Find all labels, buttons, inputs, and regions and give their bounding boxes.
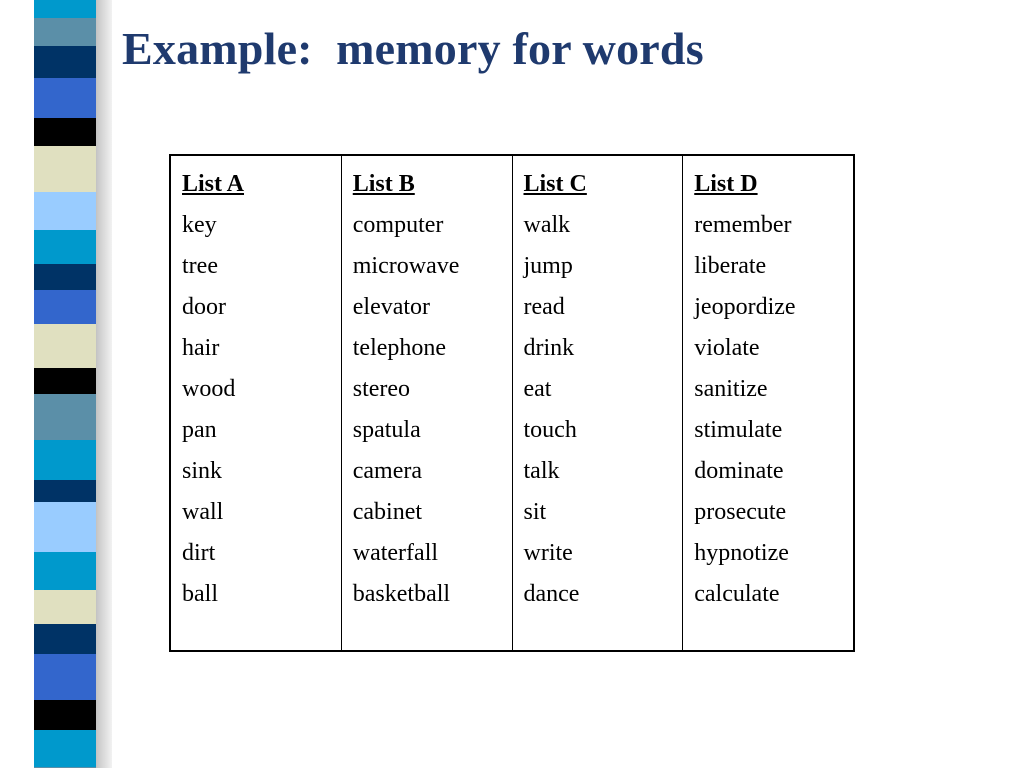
decorative-stripe — [34, 230, 96, 264]
word-cell: microwave — [352, 253, 460, 279]
word-cell: ball — [182, 581, 218, 607]
word-cell: wall — [182, 499, 224, 525]
word-cell: dominate — [694, 458, 784, 484]
word-cell: stereo — [352, 376, 411, 402]
list-d-column — [683, 156, 853, 650]
word-cell: dirt — [182, 540, 216, 566]
column-header: List A — [182, 171, 245, 197]
word-cell: talk — [523, 458, 560, 484]
word-cell: liberate — [694, 253, 767, 279]
word-cell: hypnotize — [694, 540, 789, 566]
word-cell: violate — [694, 335, 760, 361]
decorative-stripe — [34, 118, 96, 146]
decorative-stripe — [34, 18, 96, 46]
decorative-stripe — [34, 192, 96, 230]
decorative-stripe — [34, 264, 96, 290]
word-cell: key — [182, 212, 217, 238]
decorative-stripe — [34, 654, 96, 700]
decorative-stripe — [34, 730, 96, 767]
word-cell: write — [523, 540, 573, 566]
word-cell: jump — [523, 253, 573, 279]
list-c-column — [513, 156, 684, 650]
decorative-stripe — [34, 502, 96, 552]
slide-title: Example: memory for words — [122, 23, 704, 74]
decorative-stripe — [34, 0, 96, 18]
decorative-stripe — [34, 394, 96, 440]
decorative-stripe — [34, 46, 96, 78]
word-cell: eat — [523, 376, 552, 402]
column-header: List D — [694, 171, 758, 197]
word-cell: door — [182, 294, 226, 320]
word-cell: stimulate — [694, 417, 783, 443]
word-cell: telephone — [352, 335, 447, 361]
word-cell: waterfall — [352, 540, 439, 566]
decorative-stripe — [34, 146, 96, 192]
decorative-stripe — [34, 590, 96, 624]
word-lists-table — [169, 154, 855, 652]
word-cell: read — [523, 294, 565, 320]
word-cell: sit — [523, 499, 547, 525]
decorative-stripe — [34, 624, 96, 654]
decorative-stripe — [34, 290, 96, 324]
word-cell: hair — [182, 335, 220, 361]
word-cell: camera — [352, 458, 423, 484]
word-cell: wood — [182, 376, 236, 402]
word-cell: basketball — [352, 581, 451, 607]
decorative-stripe — [34, 368, 96, 394]
word-cell: computer — [352, 212, 444, 238]
list-b-column — [342, 156, 513, 650]
decorative-stripe — [34, 480, 96, 502]
word-cell: dance — [523, 581, 580, 607]
column-header: List B — [352, 171, 415, 197]
word-cell: tree — [182, 253, 218, 279]
decorative-stripe — [34, 324, 96, 368]
decorative-stripe — [34, 78, 96, 118]
word-cell: prosecute — [694, 499, 787, 525]
word-cell: sanitize — [694, 376, 768, 402]
decorative-stripe — [34, 440, 96, 480]
word-cell: touch — [523, 417, 577, 443]
word-cell: calculate — [694, 581, 780, 607]
word-cell: sink — [182, 458, 223, 484]
list-a-column — [171, 156, 342, 650]
decorative-stripe — [34, 552, 96, 590]
word-cell: jeopordize — [694, 294, 796, 320]
word-cell: spatula — [352, 417, 421, 443]
column-header: List C — [523, 171, 587, 197]
word-cell: pan — [182, 417, 217, 443]
word-cell: elevator — [352, 294, 431, 320]
word-cell: drink — [523, 335, 575, 361]
decorative-stripe-bar — [34, 0, 96, 768]
decorative-stripe — [34, 700, 96, 730]
word-cell: remember — [694, 212, 792, 238]
word-cell: cabinet — [352, 499, 423, 525]
word-cell: walk — [523, 212, 571, 238]
